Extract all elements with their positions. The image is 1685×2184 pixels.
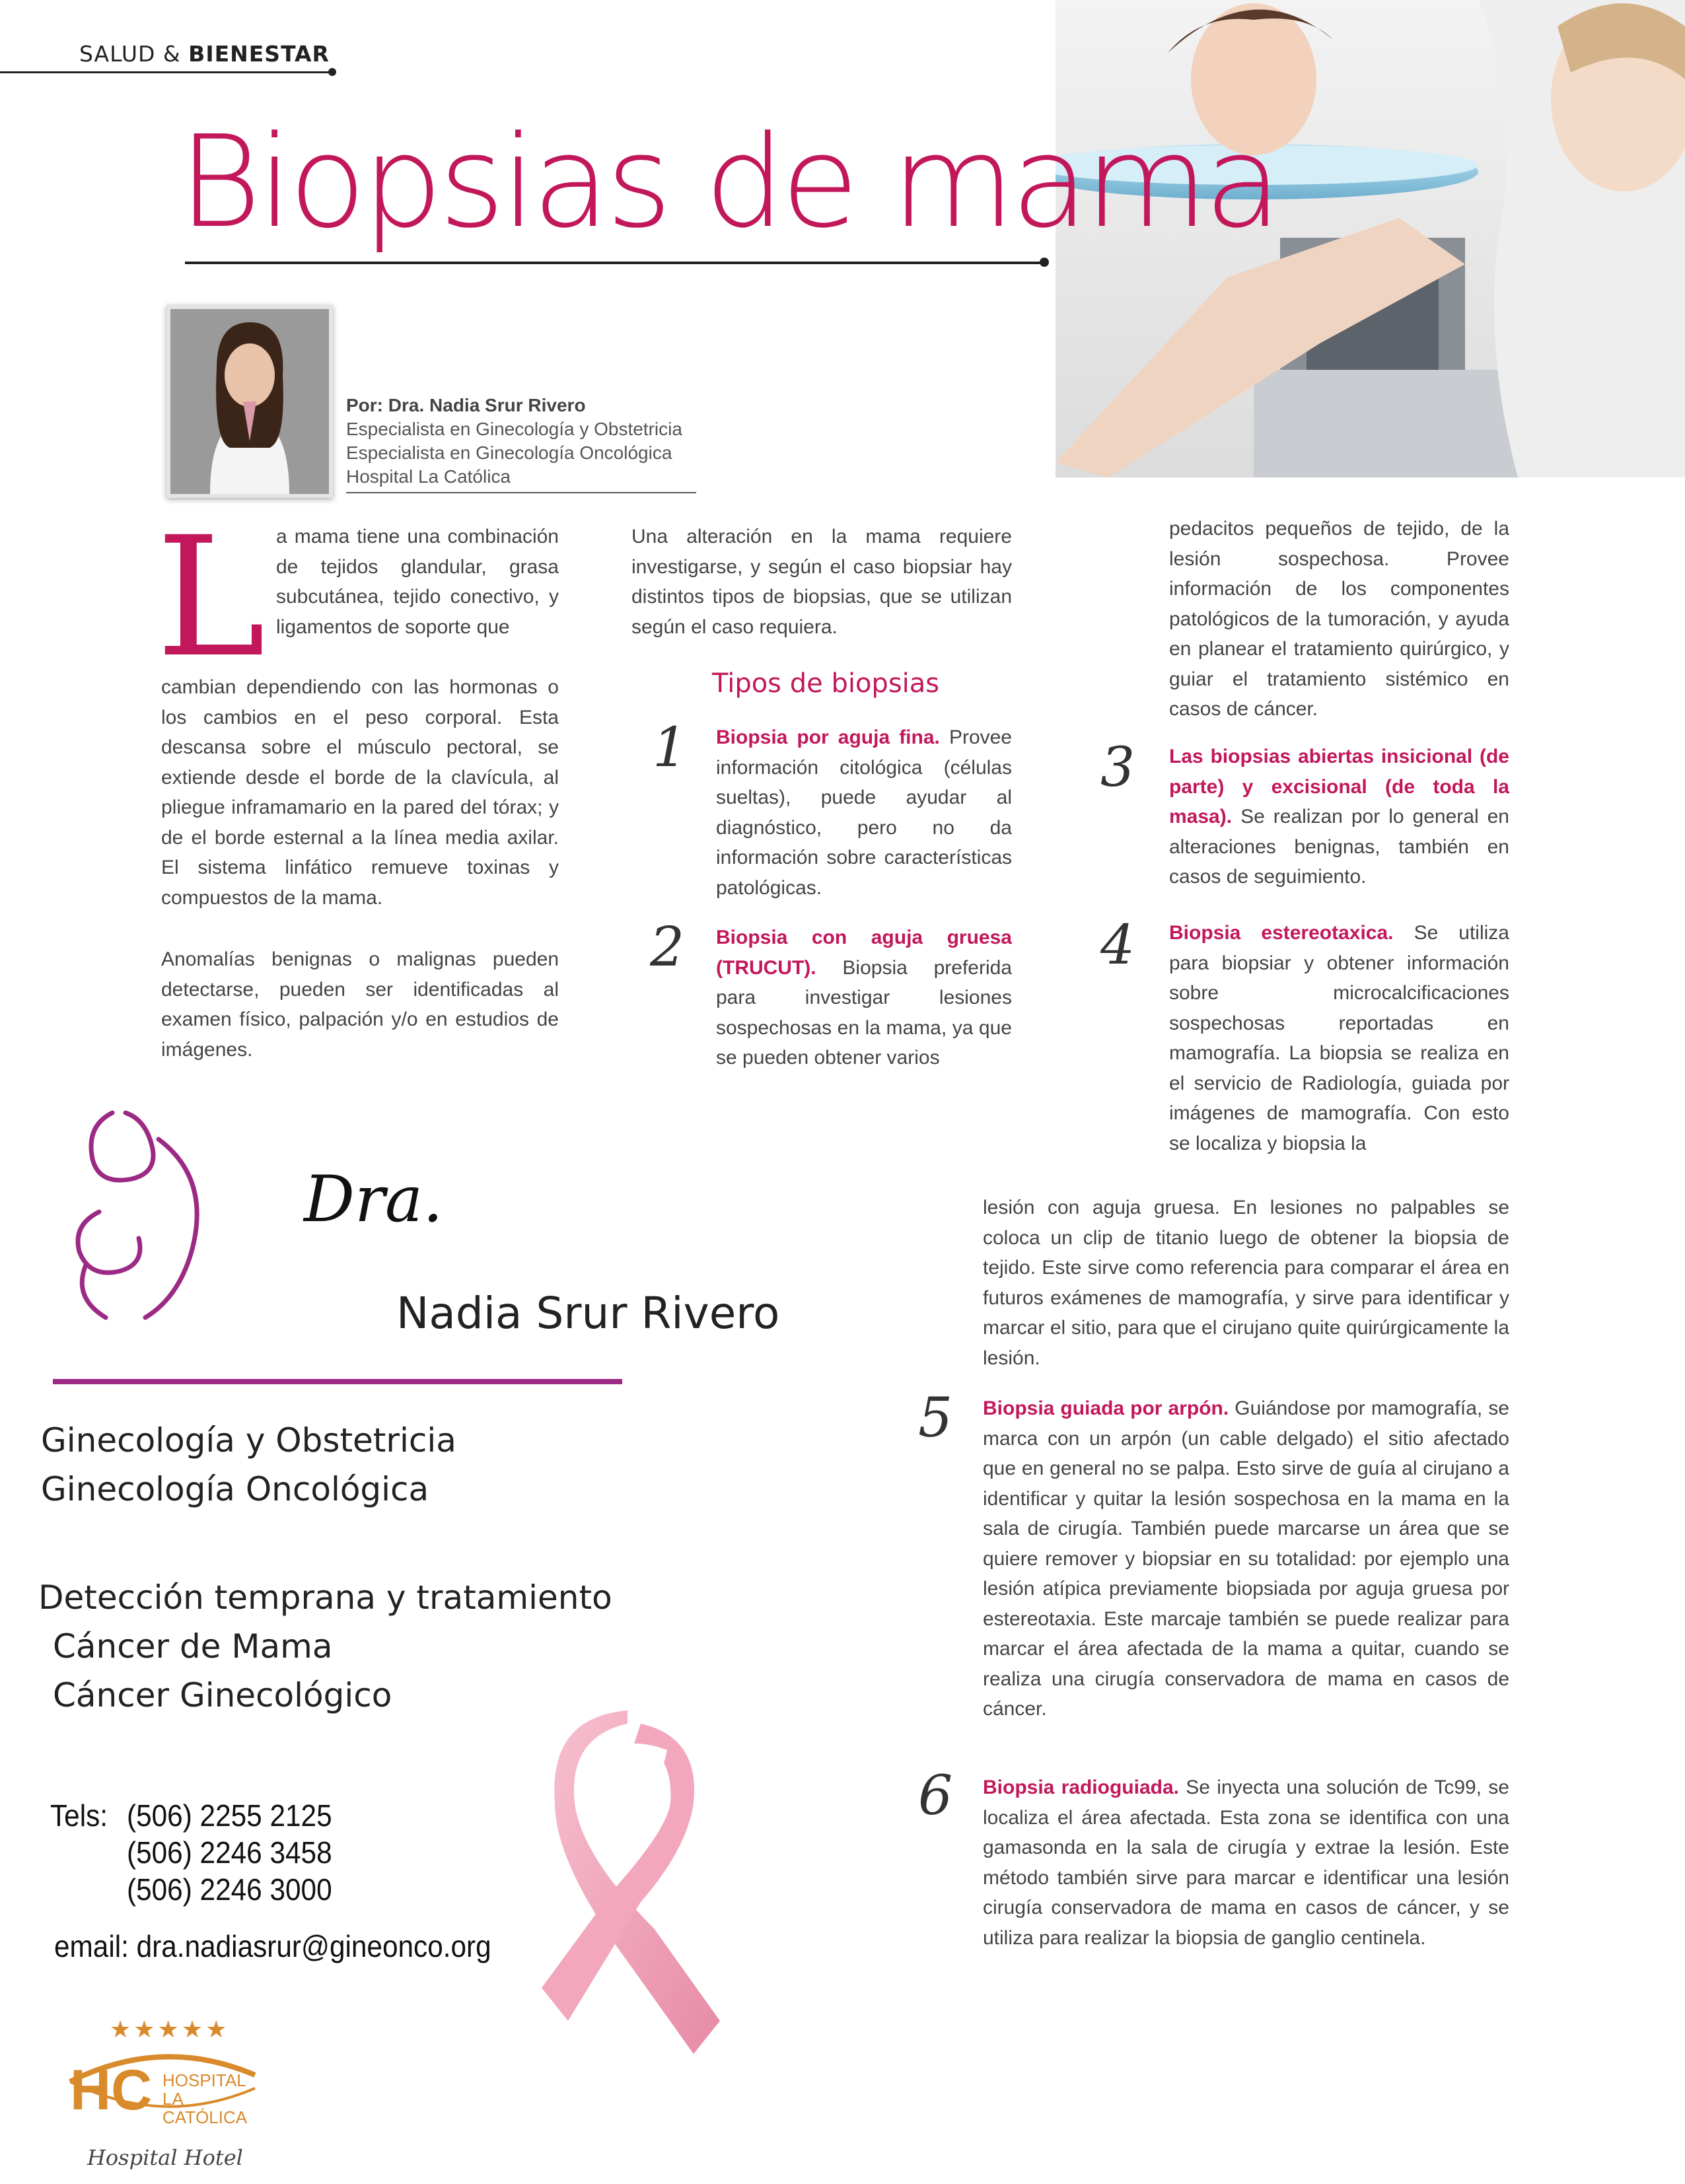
item-text: Guiándose por mamografía, se marca con un arpón (un cable delgado) el sitio afectado que en general no se palpa. Esto sirve de guía al cirujano a identificar y quitar la lesión sospechosa en la mama en la sala de cirugía. También puede marcarse un área que se quiere remover y biopsiar en su totalidad: por ejemplo una lesión atípica previamente biopsiada por aguja gruesa por estereotaxia. Este marcaje también se puede realizar para marcar el área afectada de la mama a quitar, cuando se realiza una cirugía conservadora de mama en casos de cáncer. (983, 1397, 1509, 1720)
hospital-name (162, 2071, 262, 2127)
article-title: Biopsias de mama (178, 109, 1278, 256)
promo-focus-1: Cáncer de Mama (53, 1627, 333, 1666)
phone-2: (506) 2246 3458 (127, 1835, 332, 1870)
biopsy-item-6 (983, 1773, 1509, 1953)
mother-child-logo (59, 1100, 231, 1324)
phones-label: Tels: (50, 1798, 108, 1833)
hospital-logo (63, 2016, 262, 2174)
star-rating-icon: ★★★★★ (110, 2016, 230, 2043)
promo-rule (53, 1379, 622, 1384)
promo-doctor-name: Nadia Srur Rivero (396, 1288, 780, 1339)
pink-ribbon-icon (528, 1710, 746, 2080)
phone-1: (506) 2255 2125 (127, 1798, 332, 1833)
section-light: SALUD & (79, 41, 181, 67)
item-number: 6 (918, 1765, 953, 1827)
promo-script-title: Dra. (304, 1162, 443, 1236)
item-heading: Biopsia por aguja fina. (716, 726, 940, 748)
item-4-continuation: lesión con aguja gruesa. En lesiones no palpables se coloca un clip de titanio luego de obtener la biopsia de tejido. Este sirve como referencia para comparar el área en futuros exámenes de mamografía, y sirve para identificar y marcar el sitio, para que el cirujano quite quirúrgicamente la lesión. (983, 1197, 1509, 1369)
item-heading: Biopsia estereotaxica. (1169, 922, 1394, 944)
biopsy-item-1 (716, 722, 1012, 903)
section-bold: BIENESTAR (188, 41, 330, 67)
item-text: Se utiliza para biopsiar y obtener información sobre microcalcificaciones sospechosas reportadas en mamografía. La biopsia se realiza en el servicio de Radiología, guiada por imágenes de mamografía. Con esto se localiza y biopsia la (1169, 922, 1509, 1154)
item-heading: Biopsia con aguja gruesa (TRUCUT). (716, 927, 1012, 979)
subheading: Tipos de biopsias (712, 668, 940, 699)
phone-3: (506) 2246 3000 (127, 1872, 332, 1907)
item-text: Biopsia preferida para investigar lesiones sospechosas en la mama, ya que se pueden obtener varios (716, 956, 1012, 1069)
section-label (79, 41, 330, 67)
item-number: 5 (918, 1387, 953, 1450)
intro-paragraph-rest: cambian dependiendo con las hormonas o los cambios en el peso corporal. Esta descansa sobre el músculo pectoral, se extiende desde el borde de la clavícula, al pliegue inframamario en la pared del tórax; y de el borde esternal a la línea media axilar. El sistema linfático remueve toxinas y compuestos de la mama. (161, 676, 559, 909)
hospital-monogram: HC (70, 2059, 153, 2122)
item-text: Provee información citológica (células sueltas), puede ayudar al diagnóstico, pero no da información sobre características patológicas. (716, 726, 1012, 899)
hospital-name-line1: HOSPITAL (162, 2070, 246, 2090)
byline-line2: Especialista en Ginecología Oncológica (346, 442, 672, 463)
title-rule-dot (1040, 258, 1049, 267)
drop-cap: L (156, 501, 266, 693)
col2-intro: Una alteración en la mama requiere investigarse, y según el caso biopsiar hay distintos tipos de biopsias, que se utilizan según el caso requiera. (631, 526, 1012, 638)
byline-line1: Especialista en Ginecología y Obstetricia (346, 419, 682, 439)
item-number: 1 (653, 717, 688, 779)
intro-paragraph-start: a mama tiene una combinación de tejidos glandular, grasa subcutánea, tejido conectivo, y ligamentos de soporte que (276, 526, 559, 638)
item-number: 3 (1100, 736, 1135, 799)
biopsy-item-5 (983, 1393, 1509, 1724)
promo-specialty-2: Ginecología Oncológica (41, 1470, 429, 1508)
item-text: Se realizan por lo general en alteraciones benignas, también en casos de seguimiento. (1169, 806, 1509, 888)
col3-continuation: pedacitos pequeños de tejido, de la lesión sospechosa. Provee información de los componentes patológicos de la tumoración, y ayuda en planear el tratamiento quirúrgico, y guiar el tratamiento sistémico en casos de cáncer. (1169, 518, 1509, 720)
biopsy-item-2 (716, 923, 1012, 1073)
byline-rule (346, 492, 696, 493)
item-text: Se inyecta una solución de Tc99, se localiza el área afectada. Esta zona se identifica con una gamasonda en la sala de cirugía y extrae la lesión. Este método también sirve para marcar e identificar una lesión cirugía conservadora de mama en casos de cáncer, y se utiliza para realizar la biopsia de ganglio centinela. (983, 1777, 1509, 1949)
hospital-tagline: Hospital Hotel (87, 2145, 243, 2170)
promo-focus: Detección temprana y tratamiento (38, 1578, 612, 1617)
header-rule (0, 71, 330, 73)
item-heading: Biopsia radioguiada. (983, 1777, 1179, 1798)
promo-specialty-1: Ginecología y Obstetricia (41, 1421, 456, 1460)
title-rule (185, 262, 1042, 264)
author-portrait (166, 305, 333, 498)
promo-focus-2: Cáncer Ginecológico (53, 1676, 392, 1714)
intro-paragraph-2: Anomalías benignas o malignas pueden detectarse, pueden ser identificadas al examen físico, palpación y/o en estudios de imágenes. (161, 948, 559, 1061)
biopsy-item-3 (1169, 742, 1509, 892)
item-number: 4 (1100, 914, 1135, 977)
byline-author: Por: Dra. Nadia Srur Rivero (346, 395, 586, 415)
biopsy-item-4 (1169, 918, 1509, 1158)
byline-line3: Hospital La Católica (346, 466, 511, 487)
item-heading: Las biopsias abiertas insicional (de parte) y excisional (de toda la masa). (1169, 746, 1509, 828)
hospital-name-line2: LA CATÓLICA (162, 2089, 248, 2127)
item-number: 2 (650, 916, 685, 979)
item-heading: Biopsia guiada por arpón. (983, 1397, 1229, 1419)
header-rule-dot (328, 68, 336, 76)
email: email: dra.nadiasrur@gineonco.org (54, 1929, 491, 1963)
byline (346, 394, 682, 489)
